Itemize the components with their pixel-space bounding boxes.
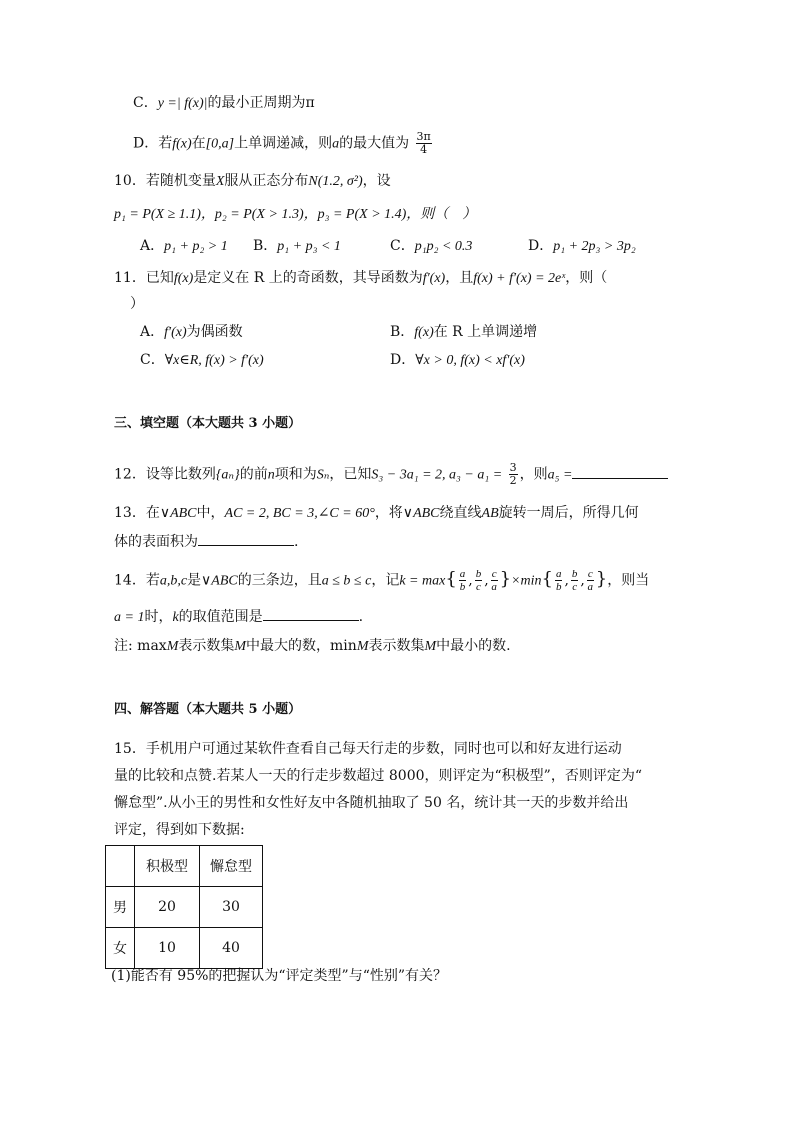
q13-line2: 体的表面积为 . — [114, 531, 298, 552]
table-row — [106, 928, 263, 969]
q14-note: 注: maxM表示数集M中最大的数，minM表示数集M中最小的数. — [114, 638, 511, 654]
q15-subquestion-1: (1)能否有 95%的把握认为“评定类型”与“性别”有关？ — [111, 968, 448, 984]
section-title-fill-in: 三、填空题（本大题共 3 小题） — [114, 416, 302, 431]
section-title-solutions: 四、解答题（本大题共 5 小题） — [114, 702, 302, 717]
q12: 12．设等比数列{aₙ}的前n项和为Sₙ，已知S₃ − 3a₁ = 2, a₃ − a₁ = $\frac{3}{2}$ ，则a₅ = — [114, 462, 668, 487]
q15-line1: 15．手机用户可通过某软件查看自己每天行走的步数，同时也可以和好友进行运动 — [114, 741, 622, 757]
table-cell: 20 — [135, 887, 200, 928]
table-cell — [106, 846, 135, 887]
answer-blank[interactable] — [263, 606, 359, 621]
table-cell: 10 — [135, 928, 200, 969]
q11-stem-end: ） — [130, 296, 144, 312]
fraction: $\frac{a}{b}$ — [459, 568, 466, 593]
table-header-row — [106, 846, 263, 887]
table-cell: 男 — [106, 887, 135, 928]
q15-line2: 量的比较和点赞.若某人一天的行走步数超过 8000，则评定为“积极型”，否则评定为“ — [114, 768, 642, 784]
q10-definitions: p₁ = P(X ≥ 1.1)，p₂ = P(X > 1.3)，p₃ = P(X > 1.4)，则（ ） — [114, 207, 477, 222]
data-table — [105, 845, 263, 969]
q11-option-b: B．f(x)在 R 上单调递增 — [390, 324, 538, 340]
fraction: $\frac{c}{a}$ — [587, 568, 594, 593]
q10-stem: 10．若随机变量X服从正态分布N(1.2, σ²)，设 — [114, 173, 391, 189]
q9-option-c: C．y =| f(x)|的最小正周期为π — [133, 95, 315, 111]
fraction: $\frac{a}{b}$ — [555, 568, 562, 593]
q11-option-a: A．f′(x)为偶函数 — [140, 324, 243, 340]
table-row — [106, 887, 263, 928]
answer-blank[interactable] — [198, 531, 294, 546]
fraction: $\frac{b}{c}$ — [571, 568, 578, 593]
q11-stem: 11．已知f(x)是定义在 R 上的奇函数，其导函数为f′(x)，且f(x) + f′(x) = 2eˣ，则（ — [114, 270, 608, 286]
fraction: $\frac{3\pi}{4}$ — [416, 130, 431, 156]
fraction: $\frac{c}{a}$ — [491, 568, 497, 593]
table-cell: 30 — [200, 887, 263, 928]
q10-option-d: D．p₁ + 2p₃ > 3p₂ — [528, 238, 636, 254]
fraction: $\frac{b}{c}$ — [475, 568, 482, 593]
q10-option-a: A．p₁ + p₂ > 1 — [140, 238, 228, 254]
q10-option-c: C．p₁p₂ < 0.3 — [390, 238, 473, 254]
fraction: $\frac{3}{2}$ — [509, 461, 517, 487]
q11-option-c: C．∀x∈R, f(x) > f′(x) — [140, 352, 264, 368]
q15-line4: 评定，得到如下数据: — [114, 822, 245, 838]
q10-option-b: B．p₁ + p₃ < 1 — [253, 238, 341, 254]
q11-option-d: D．∀x > 0, f(x) < xf′(x) — [390, 352, 525, 368]
answer-blank[interactable] — [572, 464, 668, 479]
q14-line2: a = 1时，k的取值范围是 . — [114, 606, 363, 628]
q15-line3: 懈怠型”.从小王的男性和女性好友中各随机抽取了 50 名，统计其一天的步数并给出 — [114, 795, 629, 811]
q9-option-d: D．若f(x)在[0,a]上单调递减，则a的最大值为 $\frac{3\pi}{4}$ — [133, 130, 431, 156]
table-cell: 40 — [200, 928, 263, 969]
q14: 14．若a,b,c是∨ABC的三条边，且a ≤ b ≤ c，记k = max{ $\frac{a}{b}$ , $\frac{b}{c}$ , $\frac{c}{a}$ }×min{ $\frac{a}{b}$ , $\frac{b}{c}$ , $\frac{c}{a}$ }，则当 — [114, 568, 650, 593]
table-cell: 女 — [106, 928, 135, 969]
table-header-cell: 积极型 — [135, 846, 200, 887]
table-header-cell: 懈怠型 — [200, 846, 263, 887]
q13: 13．在∨ABC中，AC = 2, BC = 3,∠C = 60°，将∨ABC绕直线AB旋转一周后，所得几何 — [114, 505, 639, 521]
